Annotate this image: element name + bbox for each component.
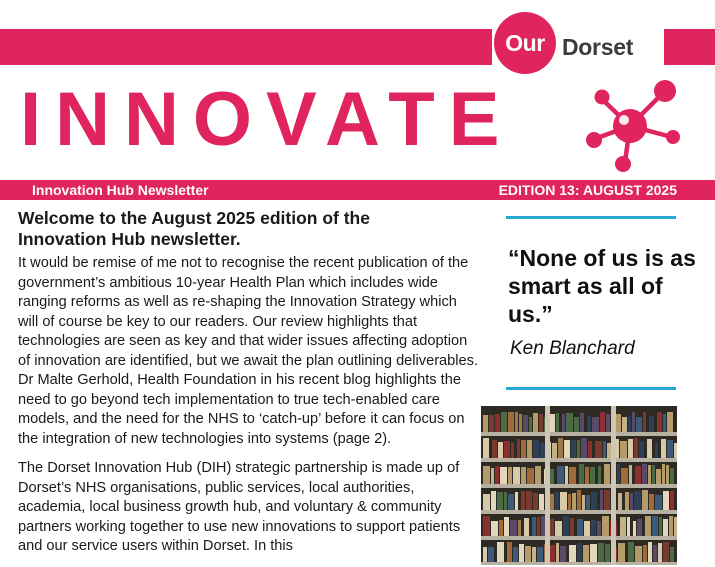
- book-spine: [489, 415, 494, 432]
- book-spine: [565, 466, 568, 484]
- book-spine: [519, 544, 524, 562]
- book-spine: [663, 542, 669, 562]
- book-spine: [604, 490, 610, 510]
- book-spine: [513, 547, 518, 562]
- book-spine: [662, 464, 665, 484]
- article-column: [18, 208, 478, 567]
- book-spine: [515, 492, 518, 510]
- book-spine: [634, 438, 638, 458]
- book-spine: [606, 414, 610, 432]
- shelf-board: [481, 432, 677, 436]
- book-spine: [656, 469, 661, 484]
- book-spine: [642, 464, 647, 484]
- book-spine: [562, 414, 565, 432]
- article-paragraph-1: It would be remise of me not to recognise the recent publication of the government’s ambitious 10-year Health Plan which includes wide ranging reforms as well as re-shaping the Innovation Strategy which will of course be key to our readers. Our review highlights that technologies are seen as key and that wider issues affecting adoption of innovation are identified, but we await the plan outlining deliverables. Dr Malte Gerhold, Health Foundation in his recent blog highlights the need to go beyond tech implementation to true tech-enabled care models, and the need for the NHS to ‘catch-up’ before it can focus on the integration of new technologies into systems (page 2).: [18, 255, 479, 447]
- book-spine: [504, 492, 507, 510]
- book-spine: [620, 441, 627, 458]
- book-spine: [607, 443, 611, 458]
- masthead-title: INNOVATE: [20, 77, 514, 162]
- book-spine: [521, 491, 525, 510]
- book-spine: [648, 465, 651, 484]
- book-spine: [518, 520, 521, 536]
- book-spine: [659, 517, 662, 536]
- book-spine: [627, 517, 630, 536]
- book-spine: [497, 492, 503, 510]
- newsletter-strip: [0, 180, 715, 200]
- book-spine: [590, 467, 595, 484]
- book-spine: [507, 542, 512, 562]
- book-spine: [483, 494, 490, 510]
- book-spine: [525, 546, 531, 562]
- shelf-board: [481, 458, 677, 462]
- book-spine: [504, 517, 509, 536]
- book-spine: [632, 412, 635, 432]
- book-spine: [584, 521, 590, 536]
- book-spine: [580, 413, 584, 432]
- book-spine: [633, 521, 636, 536]
- book-spine: [590, 544, 597, 562]
- book-spine: [491, 468, 494, 484]
- book-spine: [537, 547, 543, 562]
- book-spine: [533, 440, 539, 458]
- book-spine: [667, 440, 673, 458]
- book-spine: [669, 516, 673, 536]
- book-spine: [643, 412, 646, 432]
- book-spine: [587, 416, 591, 432]
- book-spine: [495, 466, 499, 484]
- book-spine: [556, 543, 559, 562]
- article-heading-line1: Welcome to the August 2025 edition of the: [18, 208, 370, 228]
- quote-author: Ken Blanchard: [510, 338, 635, 359]
- book-spine: [569, 545, 576, 562]
- book-spine: [674, 517, 677, 536]
- book-spine: [556, 413, 559, 432]
- book-spine: [577, 543, 582, 562]
- book-spine: [652, 516, 658, 536]
- book-spine: [600, 412, 605, 432]
- quote-rule-top: [506, 216, 676, 219]
- book-spine: [511, 443, 514, 458]
- book-spine: [649, 416, 654, 432]
- book-spine: [529, 417, 532, 432]
- book-spine: [527, 468, 534, 484]
- book-spine: [655, 495, 662, 510]
- book-spine: [552, 443, 557, 458]
- shelf-board: [481, 484, 677, 488]
- book-spine: [539, 414, 543, 432]
- book-spine: [504, 441, 510, 458]
- book-spine: [491, 491, 496, 510]
- book-spine: [532, 547, 536, 562]
- book-spine: [550, 519, 554, 536]
- book-spine: [527, 440, 532, 458]
- header-pink-bar-left: [0, 29, 500, 65]
- book-spine: [581, 438, 587, 458]
- book-spine: [655, 442, 658, 458]
- book-spine: [647, 439, 652, 458]
- book-spine: [629, 465, 632, 484]
- book-spine: [591, 492, 597, 510]
- book-spine: [658, 543, 662, 562]
- book-spine: [564, 440, 570, 458]
- book-spine: [628, 416, 631, 432]
- book-spine: [649, 494, 654, 510]
- book-spine: [582, 495, 585, 510]
- book-spine: [483, 466, 490, 484]
- book-spine: [577, 440, 580, 458]
- book-spine: [508, 494, 514, 510]
- book-spine: [628, 439, 633, 458]
- book-spine: [555, 521, 562, 536]
- book-spine: [563, 516, 569, 536]
- book-spine: [535, 466, 541, 484]
- book-spine: [533, 493, 538, 510]
- book-spine: [600, 490, 603, 510]
- book-spine: [483, 516, 490, 536]
- book-spine: [595, 441, 602, 458]
- book-spine: [579, 464, 584, 484]
- bookshelf-illustration: [481, 406, 677, 565]
- book-spine: [635, 466, 641, 484]
- network-hub-icon: [585, 80, 685, 172]
- book-spine: [652, 465, 655, 484]
- book-spine: [642, 490, 648, 510]
- book-spine: [630, 493, 633, 510]
- book-spine: [586, 495, 590, 510]
- book-spine: [602, 516, 609, 536]
- shelf-board: [481, 536, 677, 540]
- book-spine: [583, 545, 589, 562]
- book-spine: [643, 545, 647, 562]
- book-spine: [501, 412, 507, 432]
- book-spine: [572, 493, 576, 510]
- library-bookshelf-photo: [481, 406, 677, 565]
- article-paragraph-2: The Dorset Innovation Hub (DIH) strategic partnership is made up of Dorset’s NHS organisations, public services, local authorities, academia, local business growth hub, and voluntary & community partners working together to use new innovations to support patients and our service users within Dorset. In this: [18, 460, 461, 554]
- book-spine: [598, 466, 601, 484]
- book-spine: [597, 521, 601, 536]
- book-spine: [653, 545, 657, 562]
- book-spine: [524, 518, 529, 536]
- logo-dorset-text: Dorset: [562, 33, 634, 60]
- book-spine: [500, 467, 507, 484]
- book-spine: [674, 443, 677, 458]
- book-spine: [636, 417, 642, 432]
- our-dorset-logo-circle: [494, 12, 556, 74]
- our-dorset-logo-word: [562, 29, 633, 65]
- book-spine: [603, 441, 606, 458]
- book-spine: [521, 467, 526, 484]
- book-spine: [483, 547, 487, 562]
- book-spine: [499, 520, 503, 536]
- book-spine: [618, 493, 622, 510]
- book-spine: [577, 490, 581, 510]
- book-spine: [495, 414, 500, 432]
- book-spine: [526, 491, 532, 510]
- book-spine: [571, 440, 576, 458]
- book-spine: [663, 491, 669, 510]
- book-spine: [670, 547, 674, 562]
- book-spine: [585, 467, 589, 484]
- book-spine: [491, 521, 498, 536]
- book-spine: [570, 518, 574, 536]
- book-spine: [645, 516, 651, 536]
- book-spine: [618, 543, 625, 562]
- book-spine: [510, 520, 517, 536]
- book-spine: [622, 417, 627, 432]
- book-spine: [616, 414, 621, 432]
- book-spine: [605, 544, 610, 562]
- book-spine: [560, 492, 567, 510]
- book-spine: [483, 438, 489, 458]
- book-spine: [560, 546, 566, 562]
- book-spine: [488, 547, 494, 562]
- header-pink-bar-right: [655, 29, 715, 65]
- book-spine: [555, 492, 559, 510]
- book-spine: [523, 415, 528, 432]
- shelf-post: [545, 406, 550, 565]
- book-spine: [635, 546, 642, 562]
- book-spine: [661, 439, 666, 458]
- book-spine: [532, 517, 536, 536]
- edition-label: EDITION 13: AUGUST 2025: [498, 182, 677, 198]
- book-spine: [598, 543, 604, 562]
- book-spine: [557, 466, 564, 484]
- article-heading: [18, 208, 478, 250]
- book-spine: [515, 412, 518, 432]
- book-spine: [569, 467, 576, 484]
- book-spine: [670, 468, 674, 484]
- book-spine: [577, 519, 583, 536]
- book-spine: [604, 464, 610, 484]
- book-spine: [648, 542, 652, 562]
- book-spine: [519, 414, 522, 432]
- book-spine: [483, 415, 488, 432]
- quote-rule-bottom: [506, 387, 676, 390]
- shelf-board: [481, 510, 677, 514]
- book-spine: [568, 494, 571, 510]
- book-spine: [670, 491, 674, 510]
- book-spine: [513, 467, 520, 484]
- logo-our-text: Our: [505, 29, 545, 56]
- book-spine: [498, 442, 503, 458]
- shelf-post: [611, 406, 616, 565]
- book-spine: [540, 443, 545, 458]
- article-heading-line2: Innovation Hub newsletter.: [18, 229, 241, 249]
- book-spine: [663, 414, 666, 432]
- book-spine: [617, 464, 620, 484]
- book-spine: [592, 417, 599, 432]
- book-spine: [521, 440, 526, 458]
- book-spine: [588, 441, 592, 458]
- book-spine: [566, 413, 573, 432]
- newsletter-label: Innovation Hub Newsletter: [32, 182, 209, 198]
- book-spine: [639, 441, 644, 458]
- book-spine: [621, 468, 628, 484]
- book-spine: [497, 542, 504, 562]
- book-spine: [539, 494, 544, 510]
- quote-text: “None of us is as smart as all of us.”: [508, 245, 696, 327]
- book-spine: [508, 467, 512, 484]
- book-spine: [625, 492, 629, 510]
- book-spine: [637, 519, 642, 536]
- book-spine: [574, 417, 579, 432]
- book-spine: [533, 413, 538, 432]
- book-spine: [508, 412, 514, 432]
- book-spine: [558, 438, 563, 458]
- book-spine: [666, 465, 669, 484]
- book-spine: [667, 412, 673, 432]
- book-spine: [663, 519, 668, 536]
- book-spine: [541, 516, 545, 536]
- book-spine: [634, 491, 641, 510]
- book-spine: [591, 520, 596, 536]
- book-spine: [657, 412, 662, 432]
- book-spine: [628, 542, 634, 562]
- book-spine: [537, 517, 540, 536]
- book-spine: [517, 439, 520, 458]
- book-spine: [492, 440, 497, 458]
- book-spine: [620, 517, 626, 536]
